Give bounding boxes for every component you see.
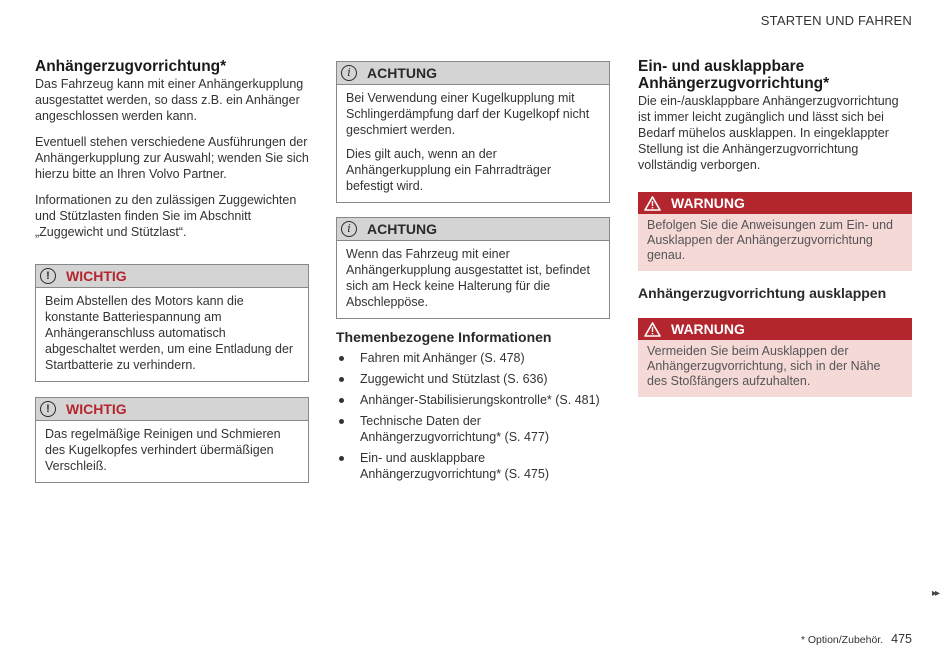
warning-box	[638, 192, 912, 271]
important-box-header	[36, 398, 308, 421]
footnote-option: * Option/Zubehör.	[800, 634, 884, 646]
note-box-title: ACHTUNG	[367, 65, 437, 81]
note-box	[336, 217, 610, 319]
warning-box-text: Vermeiden Sie beim Ausklappen der Anhängerzugvorrichtung, sich in der Nähe des Stoßfängers aufzuhalten.	[647, 344, 881, 388]
important-box-title: WICHTIG	[66, 401, 127, 417]
warning-box-title: WARNUNG	[671, 195, 745, 211]
page-footer	[801, 632, 912, 646]
info-circle-icon: i	[341, 221, 357, 237]
subsection-title: Anhängerzugvorrichtung ausklappen	[638, 285, 887, 301]
next-page-arrows-icon[interactable]: ▸▸	[931, 588, 938, 599]
important-box	[35, 264, 309, 382]
related-link[interactable]: Technische Daten der Anhängerzugvorrichtung* (S. 477)	[336, 413, 610, 445]
section-title-folding-tow-bar: Ein- und ausklappbare Anhängerzugvorrichtung*	[638, 58, 830, 92]
related-link[interactable]: Zuggewicht und Stützlast (S. 636)	[336, 371, 610, 387]
related-info-title: Themenbezogene Informationen	[336, 329, 552, 345]
column-1	[35, 58, 309, 483]
paragraph: Eventuell stehen verschiedene Ausführungen der Anhängerkupplung zur Auswahl; wenden Sie sich hierzu bitte an Ihren Volvo Partner.	[35, 135, 309, 181]
column-2	[336, 61, 610, 487]
important-box-text: Das regelmäßige Reinigen und Schmieren des Kugelkopfes verhindert übermäßigen Verschleiß.	[45, 427, 281, 473]
paragraph: Die ein-/ausklappbare Anhängerzugvorrichtung ist immer leicht zugänglich und lässt sich bei Bedarf mühelos ausklappen. In eingeklappter Stellung ist die Anhängerzugvorrichtung vollständig verborgen.	[638, 94, 899, 172]
related-info-list	[336, 350, 610, 482]
warning-box	[638, 318, 912, 397]
warning-triangle-icon	[644, 196, 661, 211]
related-link[interactable]: Ein- und ausklappbare Anhängerzugvorrichtung* (S. 475)	[336, 450, 610, 482]
related-link[interactable]: Fahren mit Anhänger (S. 478)	[336, 350, 610, 366]
warning-box-title: WARNUNG	[671, 321, 745, 337]
note-box-header	[337, 218, 609, 241]
section-title-tow-bar: Anhängerzugvorrichtung*	[35, 58, 227, 75]
note-box-header	[337, 62, 609, 85]
important-box-title: WICHTIG	[66, 268, 127, 284]
warning-triangle-icon	[644, 322, 661, 337]
important-box	[35, 397, 309, 483]
info-circle-icon: i	[341, 65, 357, 81]
note-box-text: Wenn das Fahrzeug mit einer Anhängerkupplung ausgestattet ist, befindet sich am Heck keine Halterung für die Abschleppöse.	[346, 247, 590, 309]
note-box	[336, 61, 610, 203]
exclamation-circle-icon: !	[40, 401, 56, 417]
note-box-text: Bei Verwendung einer Kugelkupplung mit Schlingerdämpfung darf der Kugelkopf nicht geschmiert werden.	[346, 91, 590, 137]
exclamation-circle-icon: !	[40, 268, 56, 284]
note-box-title: ACHTUNG	[367, 221, 437, 237]
column-3	[638, 58, 912, 397]
important-box-text: Beim Abstellen des Motors kann die konstante Batteriespannung am Anhängeranschluss automatisch abgeschaltet werden, um eine Entladung der Startbatterie zu verhindern.	[45, 294, 294, 372]
warning-box-header	[638, 318, 912, 340]
paragraph: Informationen zu den zulässigen Zuggewichten und Stützlasten finden Sie im Abschnitt „Zuggewicht und Stützlast“.	[35, 193, 297, 239]
warning-box-header	[638, 192, 912, 214]
note-box-text: Dies gilt auch, wenn an der Anhängerkupplung ein Fahrradträger befestigt wird.	[346, 147, 551, 193]
page-number: 475	[891, 632, 912, 646]
related-link[interactable]: Anhänger-Stabilisierungskontrolle* (S. 481)	[336, 392, 610, 408]
important-box-header	[36, 265, 308, 288]
paragraph: Das Fahrzeug kann mit einer Anhängerkupplung ausgestattet werden, so dass z.B. ein Anhänger angeschlossen werden kann.	[35, 77, 304, 123]
section-header: STARTEN UND FAHREN	[760, 13, 912, 28]
warning-box-text: Befolgen Sie die Anweisungen zum Ein- und Ausklappen der Anhängerzugvorrichtung genau.	[647, 218, 893, 262]
